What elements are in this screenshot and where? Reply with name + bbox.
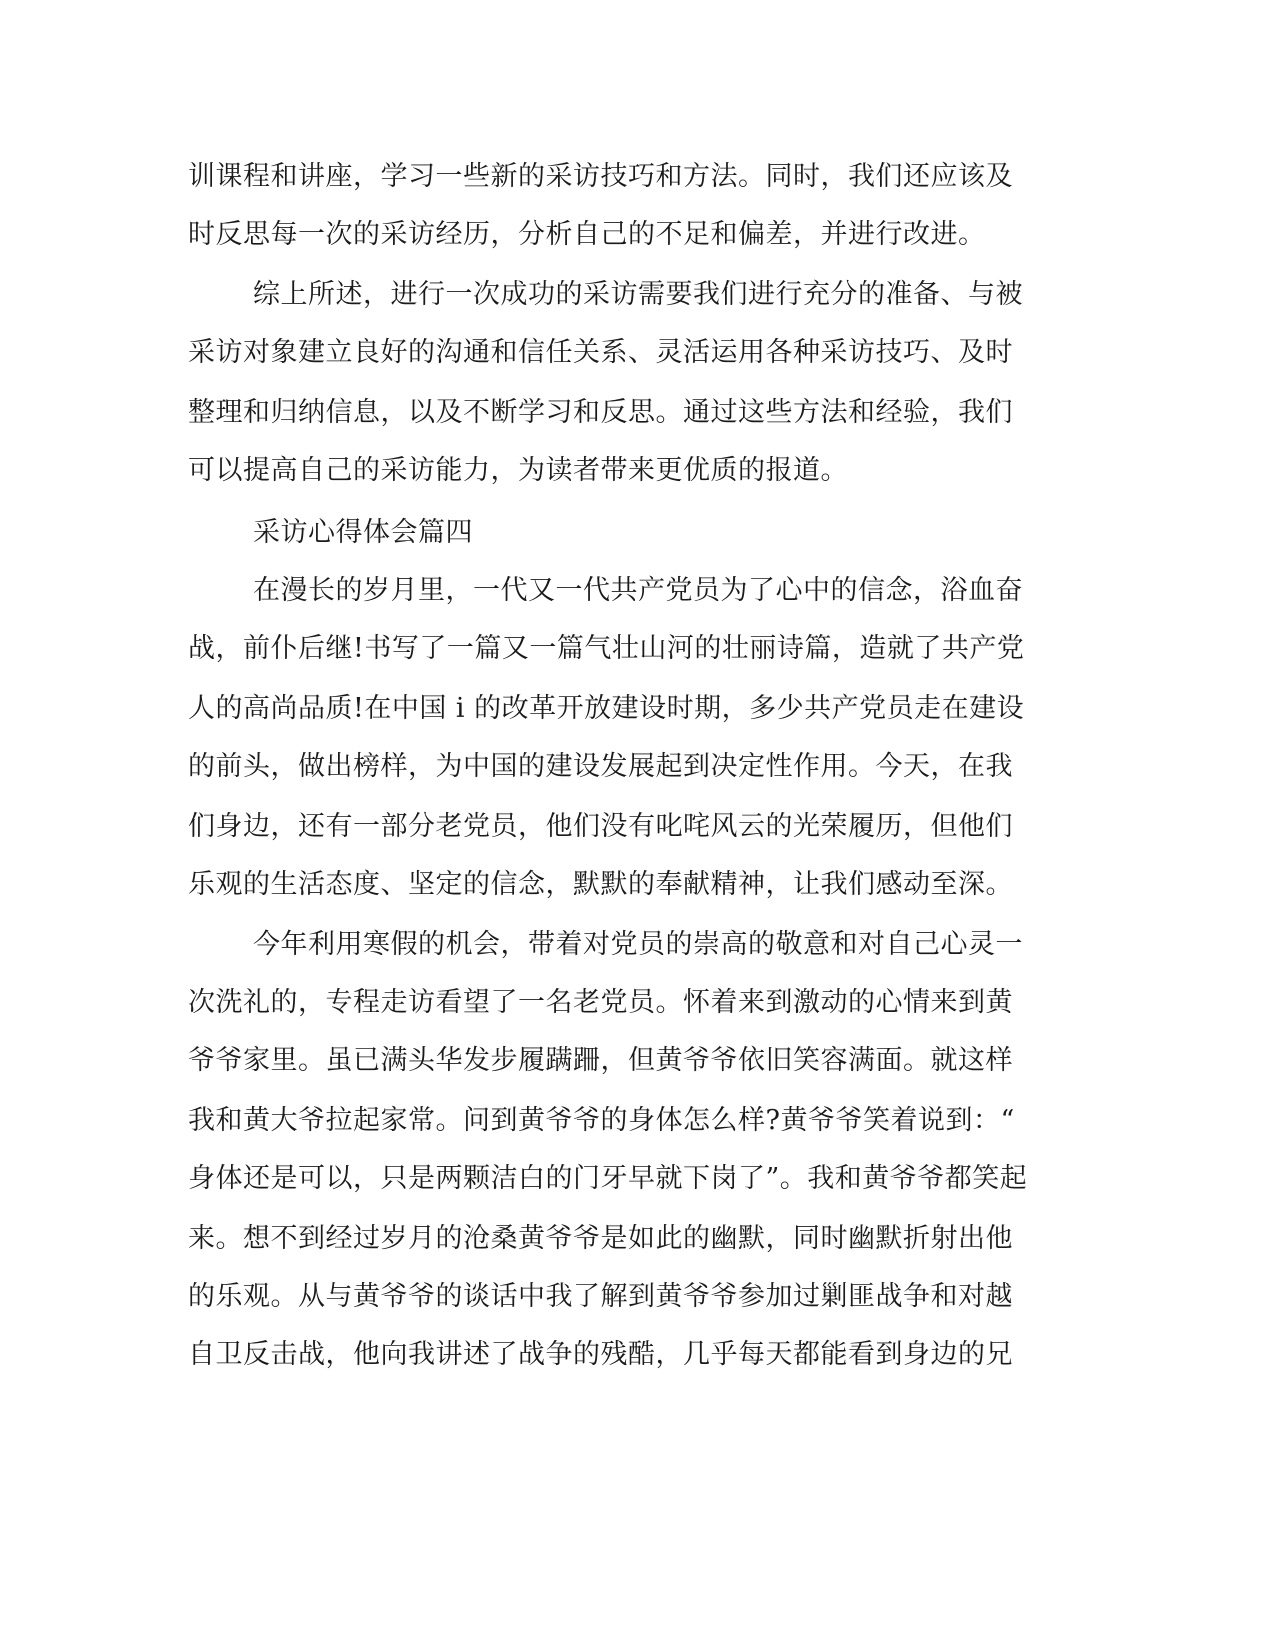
text-line: 战，前仆后继!书写了一篇又一篇气壮山河的壮丽诗篇，造就了共产党 (188, 633, 1025, 664)
text-line: 的前头，做出榜样，为中国的建设发展起到决定性作用。今天，在我 (188, 751, 1013, 782)
text-line: 乐观的生活态度、坚定的信念，默默的奉献精神，让我们感动至深。 (188, 869, 1013, 900)
section-heading: 采访心得体会篇四 (253, 517, 473, 548)
text-line: 自卫反击战，他向我讲述了战争的残酷，几乎每天都能看到身边的兄 (188, 1339, 1013, 1370)
text-line: 次洗礼的，专程走访看望了一名老党员。怀着来到激动的心情来到黄 (188, 987, 1013, 1018)
text-line: 人的高尚品质!在中国 i 的改革开放建设时期，多少共产党员走在建设 (188, 693, 1025, 724)
text-line: 可以提高自己的采访能力，为读者带来更优质的报道。 (188, 455, 848, 486)
paragraph-start-line: 今年利用寒假的机会，带着对党员的崇高的敬意和对自己心灵一 (253, 929, 1023, 960)
text-line: 时反思每一次的采访经历，分析自己的不足和偏差，并进行改进。 (188, 219, 986, 250)
text-line: 爷爷家里。虽已满头华发步履蹒跚，但黄爷爷依旧笑容满面。就这样 (188, 1045, 1013, 1076)
text-line: 我和黄大爷拉起家常。问到黄爷爷的身体怎么样?黄爷爷笑着说到：“ (188, 1105, 1015, 1136)
text-line: 整理和归纳信息，以及不断学习和反思。通过这些方法和经验，我们 (188, 397, 1013, 428)
paragraph-start-line: 综上所述，进行一次成功的采访需要我们进行充分的准备、与被 (253, 279, 1023, 310)
text-line: 来。想不到经过岁月的沧桑黄爷爷是如此的幽默，同时幽默折射出他 (188, 1223, 1013, 1254)
text-line: 的乐观。从与黄爷爷的谈话中我了解到黄爷爷参加过剿匪战争和对越 (188, 1281, 1013, 1312)
text-line: 们身边，还有一部分老党员，他们没有叱咤风云的光荣履历，但他们 (188, 811, 1013, 842)
text-line: 训课程和讲座，学习一些新的采访技巧和方法。同时，我们还应该及 (188, 161, 1013, 192)
paragraph-start-line: 在漫长的岁月里，一代又一代共产党员为了心中的信念，浴血奋 (253, 575, 1023, 606)
text-line: 身体还是可以，只是两颗洁白的门牙早就下岗了”。我和黄爷爷都笑起 (188, 1163, 1028, 1194)
text-line: 采访对象建立良好的沟通和信任关系、灵活运用各种采访技巧、及时 (188, 337, 1013, 368)
